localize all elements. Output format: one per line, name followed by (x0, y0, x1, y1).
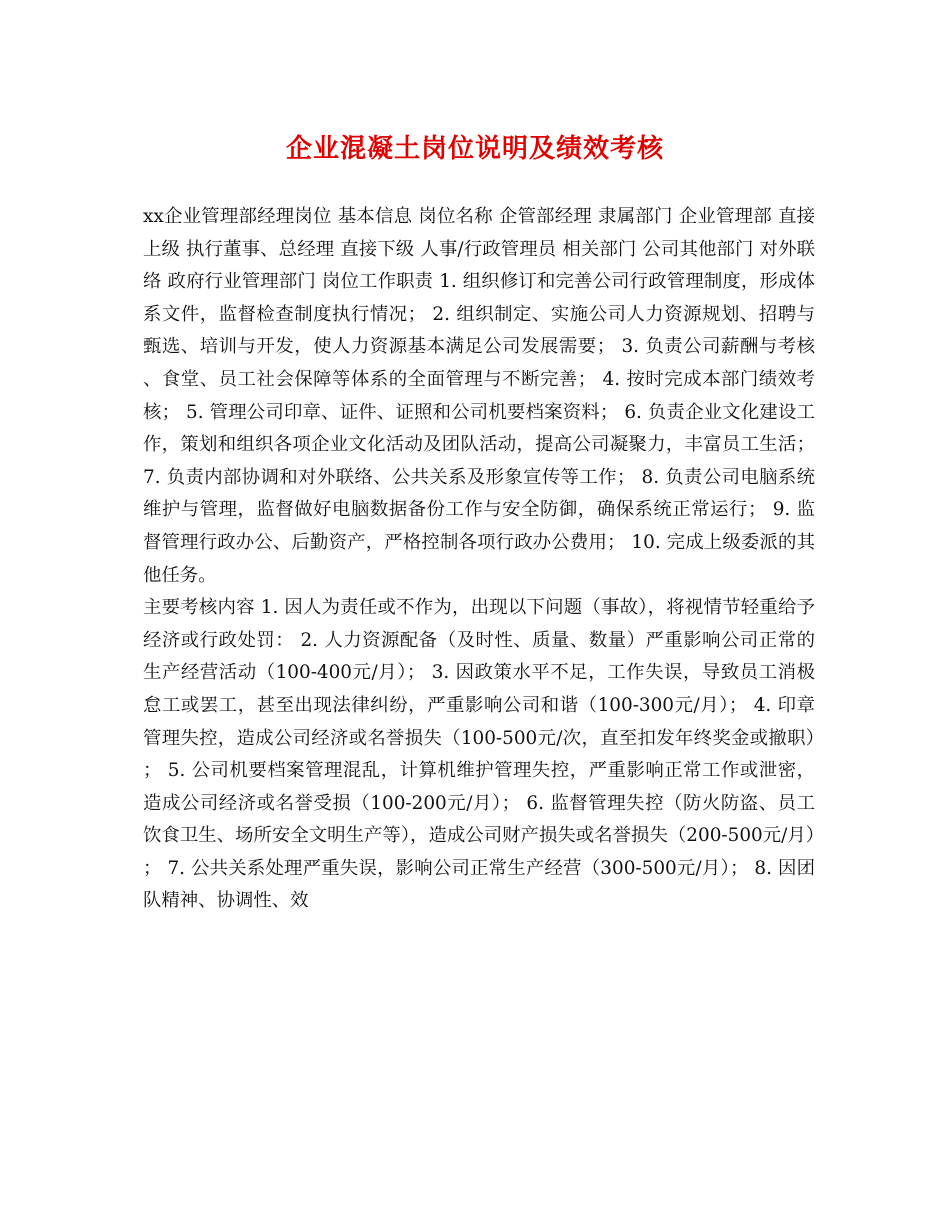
document-body (143, 201, 815, 918)
job-description-paragraph: xx企业管理部经理岗位 基本信息 岗位名称 企管部经理 隶属部门 企业管理部 直接上级 执行董事、总经理 直接下级 人事/行政管理员 相关部门 公司其他部门 对外联络 政府行业管理部门 岗位工作职责 1. 组织修订和完善公司行政管理制度，形成体系文件，监督检查制度执行情况； 2. 组织制定、实施公司人力资源规划、招聘与甄选、培训与开发，使人力资源基本满足公司发展需要； 3. 负责公司薪酬与考核、食堂、员工社会保障等体系的全面管理与不断完善； 4. 按时完成本部门绩效考核； 5. 管理公司印章、证件、证照和公司机要档案资料； 6. 负责企业文化建设工作，策划和组织各项企业文化活动及团队活动，提高公司凝聚力，丰富员工生活； 7. 负责内部协调和对外联络、公共关系及形象宣传等工作； 8. 负责公司电脑系统维护与管理，监督做好电脑数据备份工作与安全防御，确保系统正常运行； 9. 监督管理行政办公、后勤资产，严格控制各项行政办公费用； 10. 完成上级委派的其他任务。 (143, 206, 815, 586)
document-title: 企业混凝土岗位说明及绩效考核 (285, 134, 664, 164)
assessment-content-paragraph: 主要考核内容 1. 因人为责任或不作为，出现以下问题（事故），将视情节轻重给予经济或行政处罚： 2. 人力资源配备（及时性、质量、数量）严重影响公司正常的生产经营活动（100-400元/月）； 3. 因政策水平不足，工作失误，导致员工消极怠工或罢工，甚至出现法律纠纷，严重影响公司和谐（100-300元/月）； 4. 印章管理失控，造成公司经济或名誉损失（100-500元/次，直至扣发年终奖金或撤职）； 5. 公司机要档案管理混乱，计算机维护管理失控，严重影响正常工作或泄密，造成公司经济或名誉受损（100-200元/月）； 6. 监督管理失控（防火防盗、员工饮食卫生、场所安全文明生产等），造成公司财产损失或名誉损失（200-500元/月）； 7. 公共关系处理严重失误，影响公司正常生产经营（300-500元/月）； 8. 因团队精神、协调性、效 (143, 597, 815, 912)
